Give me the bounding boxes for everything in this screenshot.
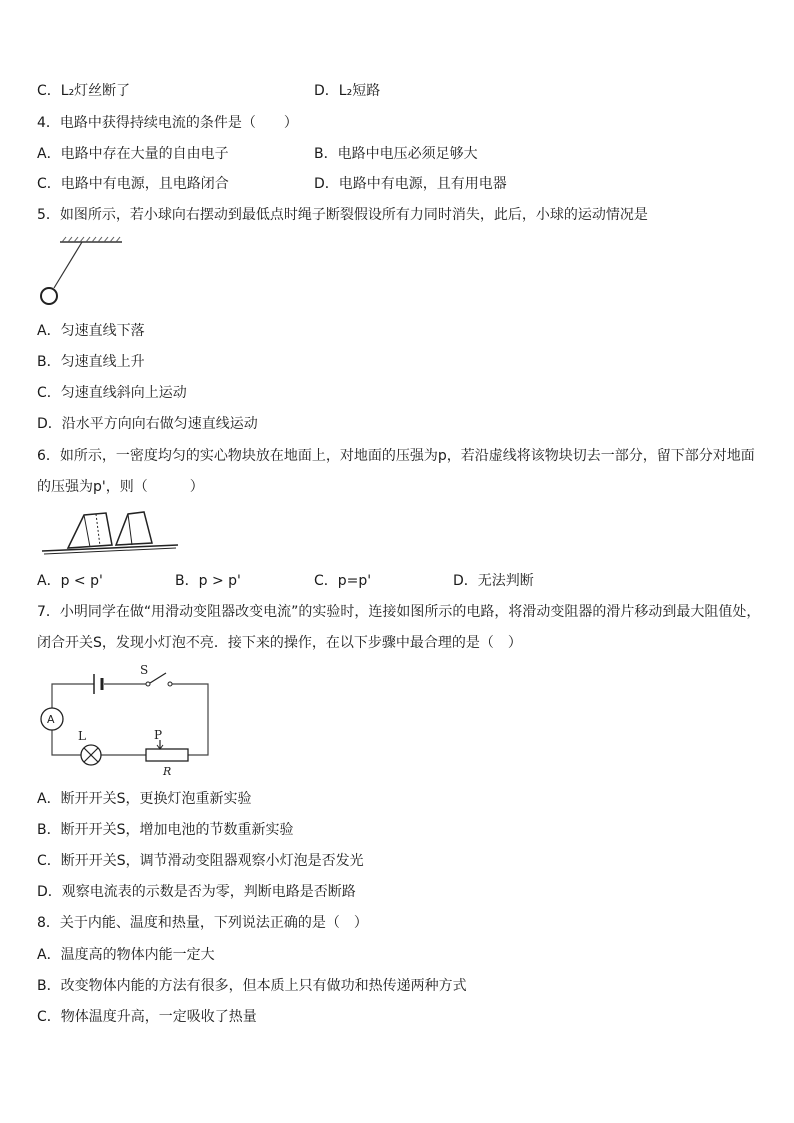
q4-stem: 4．电路中获得持续电流的条件是（ ）	[37, 115, 298, 131]
slider-label: P	[154, 728, 163, 742]
q8-option-c: C．物体温度升高，一定吸收了热量	[37, 1009, 257, 1025]
q6-option-c: C．p=p'	[314, 573, 372, 589]
q7-stem-line2: 闭合开关S，发现小灯泡不亮．接下来的操作，在以下步骤中最合理的是（ ）	[37, 635, 522, 651]
q5-option-a: A．匀速直线下落	[37, 323, 145, 339]
q4-option-b: B．电路中电压必须足够大	[314, 146, 478, 162]
circuit-diagram	[36, 660, 216, 780]
q3-option-c: C．L₂灯丝断了	[37, 83, 131, 99]
q7-option-c: C．断开开关S，调节滑动变阻器观察小灯泡是否发光	[37, 853, 364, 869]
rheostat-label: R	[163, 765, 172, 778]
q5-option-d: D．沿水平方向向右做匀速直线运动	[37, 416, 258, 432]
q5-stem: 5．如图所示，若小球向右摆动到最低点时绳子断裂假设所有力同时消失，此后，小球的运动情况是	[37, 207, 648, 223]
q4-option-a: A．电路中存在大量的自由电子	[37, 146, 229, 162]
pendulum-figure	[36, 236, 128, 308]
q8-option-b: B．改变物体内能的方法有很多，但本质上只有做功和热传递两种方式	[37, 978, 467, 994]
q8-stem: 8．关于内能、温度和热量，下列说法正确的是（ ）	[37, 915, 368, 931]
switch-label: S	[140, 663, 149, 677]
q4-option-d: D．电路中有电源，且有用电器	[314, 176, 507, 192]
q8-option-a: A．温度高的物体内能一定大	[37, 947, 215, 963]
ammeter-label: A	[47, 713, 55, 726]
block-figure	[40, 505, 180, 555]
q7-option-d: D．观察电流表的示数是否为零，判断电路是否断路	[37, 884, 356, 900]
lamp-label: L	[78, 729, 86, 743]
q6-option-a: A．p < p'	[37, 573, 103, 589]
q6-option-d: D．无法判断	[453, 573, 534, 589]
q7-stem-line1: 7．小明同学在做“用滑动变阻器改变电流”的实验时，连接如图所示的电路，将滑动变阻器的滑片移动到最大阻值处，	[37, 604, 761, 620]
q7-option-a: A．断开开关S，更换灯泡重新实验	[37, 791, 252, 807]
q5-option-b: B．匀速直线上升	[37, 354, 145, 370]
q6-option-b: B．p > p'	[175, 573, 241, 589]
q5-option-c: C．匀速直线斜向上运动	[37, 385, 187, 401]
q3-option-d: D．L₂短路	[314, 83, 381, 99]
q6-stem-line1: 6．如所示，一密度均匀的实心物块放在地面上，对地面的压强为p，若沿虚线将该物块切去一部分，留下部分对地面	[37, 448, 755, 464]
q6-stem-line2: 的压强为p'，则（ ）	[37, 479, 204, 495]
q7-option-b: B．断开开关S，增加电池的节数重新实验	[37, 822, 294, 838]
q4-option-c: C．电路中有电源，且电路闭合	[37, 176, 229, 192]
